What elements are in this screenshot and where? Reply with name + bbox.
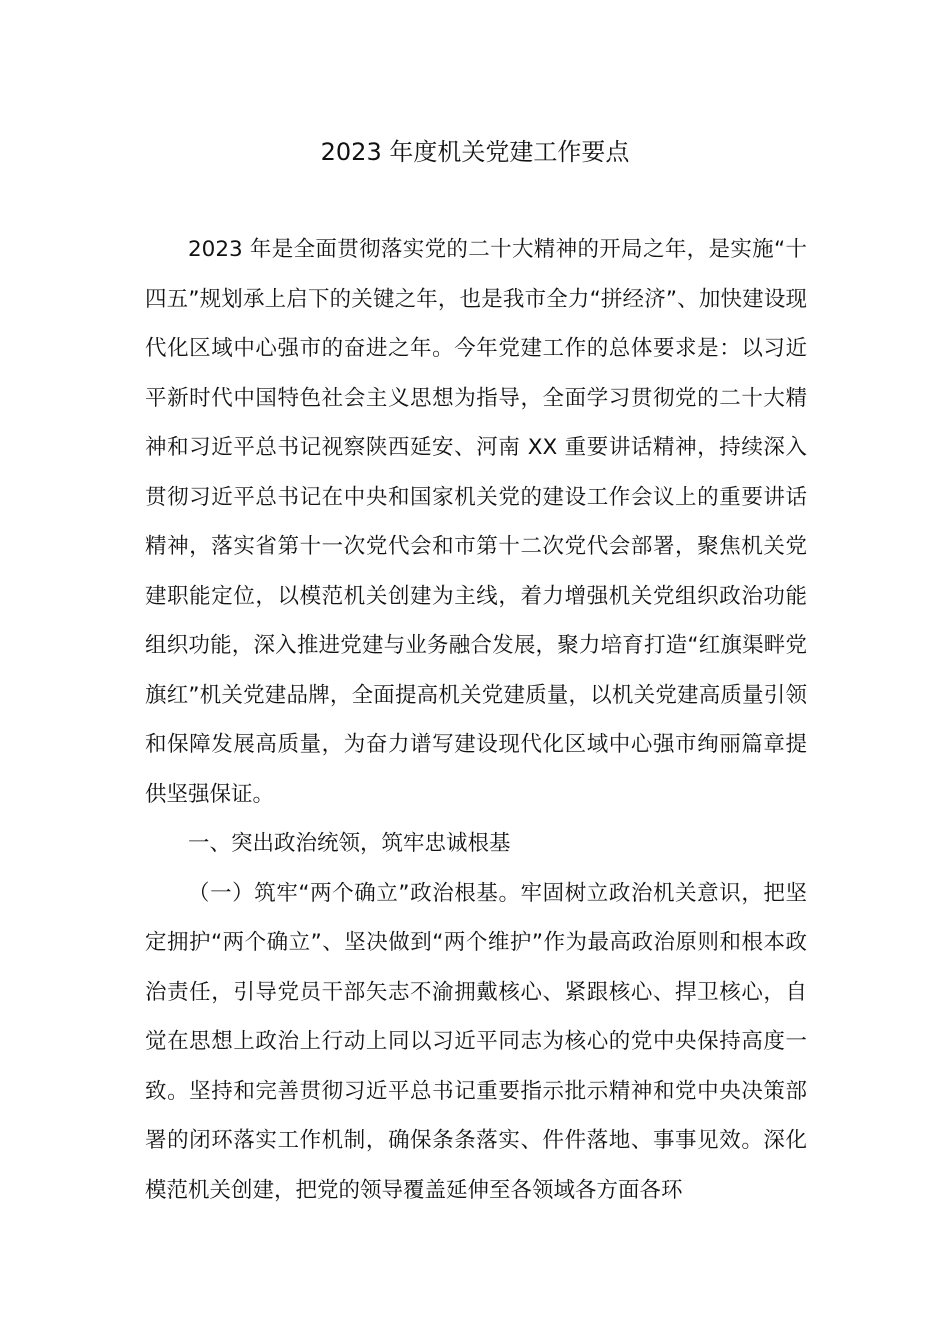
section-heading: 一、突出政治统领，筑牢忠诚根基 bbox=[188, 831, 511, 856]
document-title: 2023 年度机关党建工作要点 bbox=[320, 138, 630, 166]
subsection-paragraph: （一）筑牢“两个确立”政治根基。牢固树立政治机关意识，把坚定拥护“两个确立”、坚决做到“两个维护”作为最高政治原则和根本政治责任，引导党员干部矢志不渝拥戴核心、紧跟核心、捍卫核心，自觉在思想上政治上行动上同以习近平同志为核心的党中央保持高度一致。坚持和完善贯彻习近平总书记重要指示批示精神和党中央决策部署的闭环落实工作机制，确保条条落实、件件落地、事事见效。深化模范机关创建，把党的领导覆盖延伸至各领域各方面各环 bbox=[145, 880, 807, 1203]
intro-paragraph: 2023 年是全面贯彻落实党的二十大精神的开局之年，是实施“十四五”规划承上启下的关键之年，也是我市全力“拼经济”、加快建设现代化区域中心强市的奋进之年。今年党建工作的总体要求是：以习近平新时代中国特色社会主义思想为指导，全面学习贯彻党的二十大精神和习近平总书记视察陕西延安、河南 XX 重要讲话精神，持续深入贯彻习近平总书记在中央和国家机关党的建设工作会议上的重要讲话精神，落实省第十一次党代会和市第十二次党代会部署，聚焦机关党建职能定位，以模范机关创建为主线，着力增强机关党组织政治功能组织功能，深入推进党建与业务融合发展，聚力培育打造“红旗渠畔党旗红”机关党建品牌，全面提高机关党建质量，以机关党建高质量引领和保障发展高质量，为奋力谱写建设现代化区域中心强市绚丽篇章提供坚强保证。 bbox=[145, 237, 807, 807]
document-body bbox=[145, 225, 807, 1215]
